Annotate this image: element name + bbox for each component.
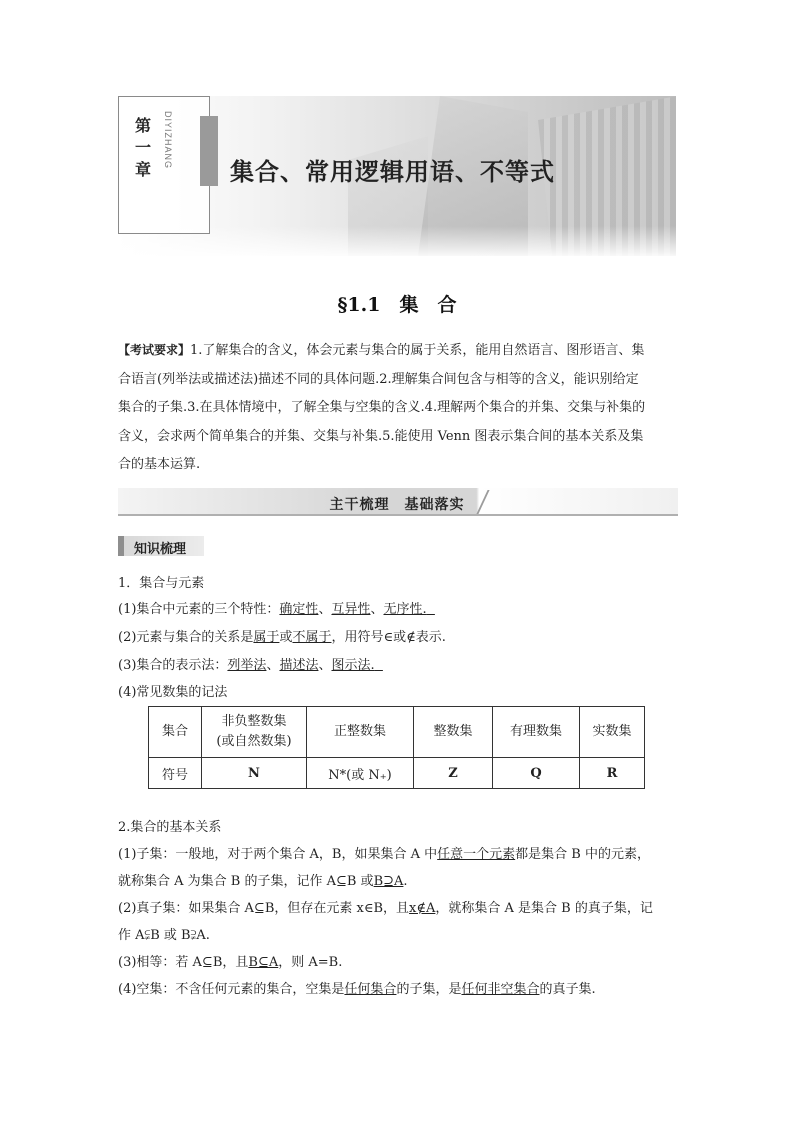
answer-underlined: 任何非空集合 [461, 982, 540, 997]
part1-title: 1．集合与元素 [118, 576, 205, 591]
text: ，则 A=B. [278, 955, 343, 970]
requirements-line: 1.了解集合的含义，体会元素与集合的属于关系，能用自然语言、图形语言、集 [190, 343, 645, 358]
requirements-line: 合语言(列举法或描述法)描述不同的具体问题.2.理解集合间包含与相等的含义，能识别给定 [118, 371, 639, 387]
part1-line4: (4)常见数集的记法 [118, 685, 228, 700]
table-header-row [149, 707, 645, 758]
part2-line3 [118, 897, 653, 916]
chapter-label: 第一章 [134, 116, 151, 179]
table-cell: Z [414, 758, 493, 789]
requirements-tag: 【考试要求】 [118, 343, 191, 357]
chapter-label-box [118, 96, 210, 234]
text: ，用符号∈或∉表示. [331, 630, 446, 645]
table-header-cell: 有理数集 [493, 707, 580, 758]
number-sets-table [148, 706, 645, 789]
answer-underlined: 确定性 [279, 602, 319, 617]
text: . [403, 874, 408, 889]
table-cell: N*(或 N₊) [307, 758, 414, 789]
part2-line4: 作 A⫋B 或 B⫌A. [118, 928, 210, 943]
band-title: 主干梳理 基础落实 [329, 497, 465, 513]
part2-line5 [118, 951, 342, 970]
sub-section-tag [118, 536, 204, 556]
text: ，就称集合 A 是集合 B 的真子集，记 [435, 901, 653, 916]
text: (3)集合的表示法： [118, 658, 228, 673]
part1-line2 [118, 626, 446, 645]
answer-blank [427, 602, 435, 617]
separator: 、 [266, 658, 280, 673]
answer-underlined: x∉A [409, 901, 436, 916]
separator: 、 [318, 658, 332, 673]
table-cell: Q [493, 758, 580, 789]
text: (4)空集：不含任何元素的集合，空集是 [118, 982, 345, 997]
answer-underlined: 无序性. [383, 602, 427, 617]
table-cell: N [202, 758, 307, 789]
chapter-pinyin: DIYIZHANG [163, 111, 173, 170]
text: (2)元素与集合的关系是 [118, 630, 254, 645]
requirements-line: 集合的子集.3.在具体情境中，了解全集与空集的含义.4.理解两个集合的并集、交集与补集的 [118, 400, 646, 415]
part1-line1 [118, 598, 435, 617]
answer-underlined: 不属于 [292, 630, 332, 645]
answer-underlined: B⊆A [248, 955, 279, 970]
answer-underlined: 图示法. [331, 658, 375, 673]
separator: 、 [370, 602, 384, 617]
table-header-cell: 整数集 [414, 707, 493, 758]
sub-section-label: 知识梳理 [134, 542, 187, 557]
text: 就称集合 A 为集合 B 的子集，记作 A⊆B 或 [118, 874, 374, 889]
text: (1)集合中元素的三个特性： [118, 602, 280, 617]
text: 的真子集. [539, 982, 596, 997]
part2-line1 [118, 843, 650, 862]
answer-blank [375, 658, 383, 673]
table-row-label: 符号 [149, 758, 202, 789]
exam-requirements [118, 336, 678, 480]
answer-underlined: 列举法 [227, 658, 267, 673]
requirements-line: 合的基本运算. [118, 457, 201, 472]
text: 或 [279, 630, 293, 645]
text: 的子集，是 [396, 982, 462, 997]
table-header-cell: 正整数集 [307, 707, 414, 758]
chapter-title: 集合、常用逻辑用语、不等式 [230, 158, 555, 186]
table-cell: R [580, 758, 645, 789]
text: 都是集合 B 中的元素， [515, 847, 650, 862]
band-underline [118, 514, 678, 516]
answer-underlined: 互异性 [331, 602, 371, 617]
table-header-cell: 实数集 [580, 707, 645, 758]
answer-underlined: 描述法 [279, 658, 319, 673]
answer-underlined: 任何集合 [344, 982, 397, 997]
section-title: §1.1 集 合 [337, 294, 457, 316]
part2-line6 [118, 978, 596, 997]
text: (3)相等：若 A⊆B，且 [118, 955, 249, 970]
part1-line3 [118, 654, 383, 673]
requirements-line: 含义，会求两个简单集合的并集、交集与补集.5.能使用 Venn 图表示集合间的基本关系及集 [118, 428, 644, 444]
answer-underlined: B⊇A [373, 874, 404, 889]
part2-line2 [118, 870, 408, 889]
chapter-accent-bar [200, 116, 218, 186]
separator: 、 [318, 602, 332, 617]
text: (2)真子集：如果集合 A⊆B，但存在元素 x∈B，且 [118, 901, 410, 916]
table-row [149, 758, 645, 789]
table-header-cell: 集合 [149, 707, 202, 758]
text: (1)子集：一般地，对于两个集合 A，B，如果集合 A 中 [118, 847, 438, 862]
part2-title: 2.集合的基本关系 [118, 820, 222, 835]
table-header-cell: 非负整数集 (或自然数集) [202, 707, 307, 758]
answer-underlined: 任意一个元素 [437, 847, 516, 862]
answer-underlined: 属于 [253, 630, 280, 645]
